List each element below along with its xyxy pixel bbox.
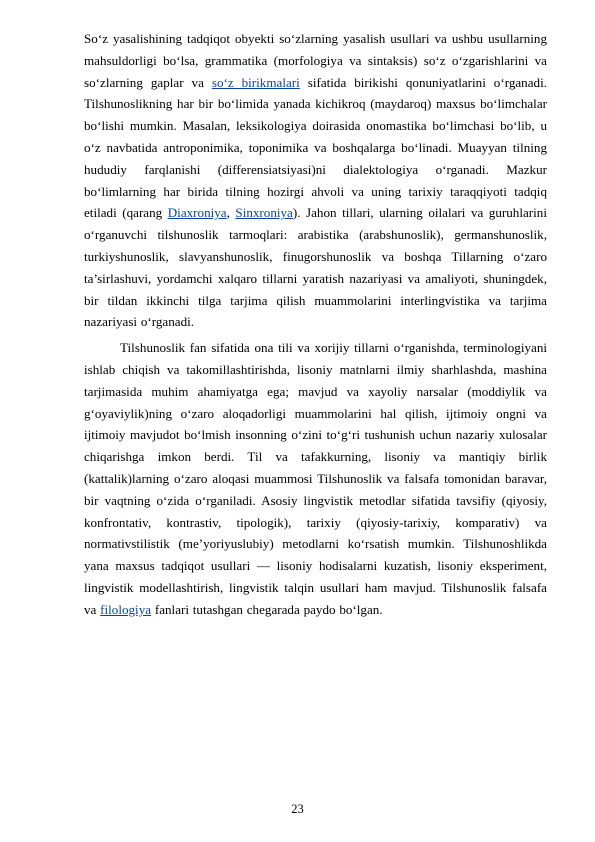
paragraph-text: sifatida birikishi qonuniyatlarini o‘rganadi. Tilshunoslikning har bir bo‘limida yanada kichikroq (maydaroq) maxsus bo‘limchalar bo‘lishi mumkin. Masalan, leksikologiya doirasida onomastika bo‘limchasi bo‘lib, u o‘z navbatida antroponimika, toponimika va boshqalarga bo‘linadi. Muayyan tilning hududiy farqlanishi (differensiatsiyasi)ni dialektologiya o‘rganadi. Mazkur bo‘limlarning har birida tilning hozirgi ahvoli va uning tarixiy taraqqiyoti tadqiq etiladi (qarang [84,74,548,221]
paragraph-word-formation [84,28,547,333]
page-number: 23 [291,802,304,816]
paragraph-text: , [226,205,236,221]
link-soz-birikmalari[interactable]: so‘z birikmalari [211,74,300,90]
paragraph-text: fanlari tutashgan chegarada paydo bo‘lgan. [151,601,383,617]
paragraph-text: ). Jahon tillari, ularning oilalari va guruhlarini o‘rganuvchi tilshunoslik tarmoqlari: arabistika (arabshunoslik), germanshunoslik, turkiyshunoslik, slavyanshunoslik, finugorshunoslik va boshqa Tillarning o‘zaro ta’sirlashuvi, yordamchi xalqaro tillarni yaratish nazariyasi va amaliyoti, shuningdek, bir tildan ikkinchi tilga tarjima qilish muammolarini interlingvistika va tarjima nazariyasi o‘rganadi. [84,205,547,330]
paragraph-text: So‘z yasalishining tadqiqot obyekti so‘zlarning yasalish usullari va ushbu usullarning mahsuldorligi bo‘lsa, grammatika (morfologiya va sintaksis) so‘z o‘zgarishlarini va so‘zlarning gaplar va [84,31,547,90]
document-page [84,28,547,621]
link-diaxroniya[interactable]: Diaxroniya [167,205,227,221]
paragraph-text: Tilshunoslik fan sifatida ona tili va xorijiy tillarni o‘rganishda, terminologiyani ishlab chiqish va takomillashtirishda, lisoniy matnlarni ilmiy sharhlashda, mashina tarjimasida muhim ahamiyatga ega; mavjud va xayoliy narsalar (moddiylik va g‘oyaviylik)ning o‘zaro aloqadorligi muammolarini hal qilish, ijtimoiy ongni va ijtimoiy mavjudot bo‘lmish insonning o‘zini to‘g‘ri tushunish uchun nazariy xulosalar chiqarishga imkon berdi. Til va tafakkurning, lisoniy va mantiqiy birlik (kattalik)larning o‘zaro aloqasi muammosi Tilshunoslik va falsafa tomonidan baravar, bir vaqtning o‘zida o‘rganiladi. Asosiy lingvistik metodlar sifatida tavsifiy (qiyosiy, konfrontativ, kontrastiv, tipologik), tarixiy (qiyosiy-tarixiy, komparativ) va normativstilistik (me’yoriyuslubiy) metodlarni ko‘rsatish mumkin. Tilshunoshlikda yana maxsus tadqiqot usullari — lisoniy hodisalarni kuzatish, lisoniy eksperiment, lingvistik modellashtirish, lingvistik talqin usullari ham mavjud. Tilshunoslik falsafa va [84,340,547,617]
paragraph-linguistics-science [84,337,547,620]
link-filologiya[interactable]: filologiya [100,601,152,617]
link-sinxroniya[interactable]: Sinxroniya [235,205,293,221]
